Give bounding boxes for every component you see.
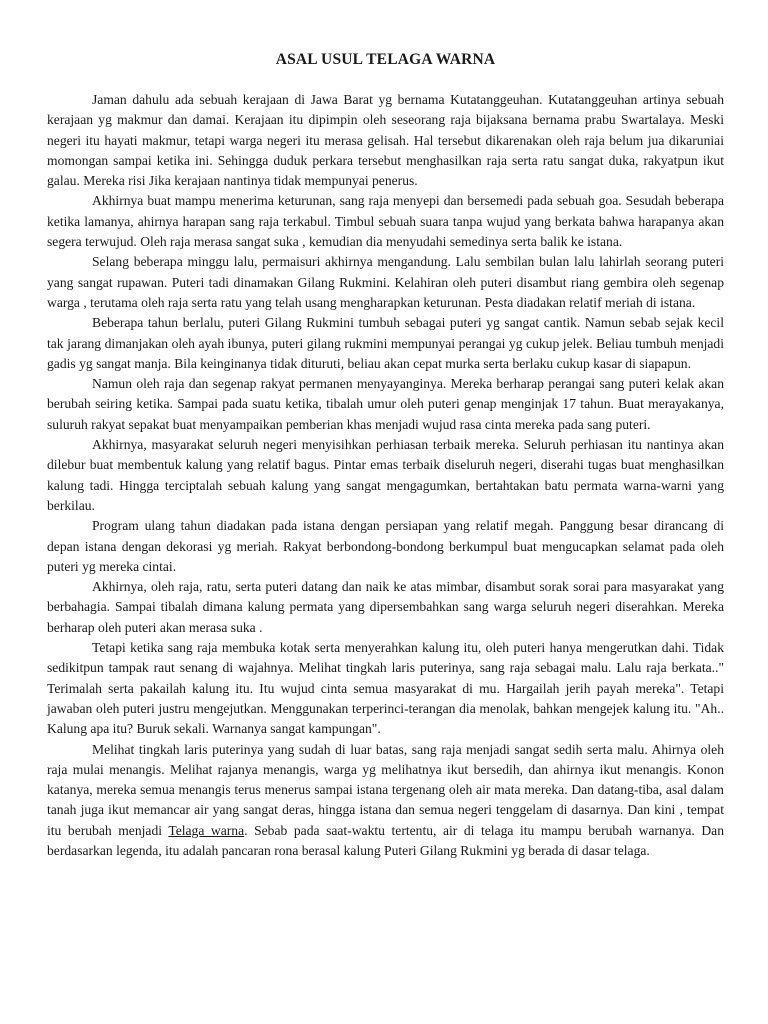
paragraph-6: Akhirnya, masyarakat seluruh negeri menyisihkan perhiasan terbaik mereka. Seluruh perhiasan itu nantinya akan dilebur buat membentuk kalung yang relatif bagus. Pintar emas terbaik diseluruh negeri, diserahi tugas buat menghasilkan kalung tadi. Hingga terciptalah sebuah kalung yang sangat mengagumkan, bertahtakan batu permata warna-warni yang berkilau. bbox=[47, 437, 724, 513]
paragraph-7: Program ulang tahun diadakan pada istana dengan persiapan yang relatif megah. Panggung besar dirancang di depan istana dengan dekorasi yg meriah. Rakyat berbondong-bondong berkumpul buat mengucapkan selamat pada oleh puteri yg mereka cintai. bbox=[47, 518, 724, 574]
paragraph-10 bbox=[47, 740, 724, 862]
telaga-warna-link[interactable]: Telaga warna bbox=[168, 822, 245, 838]
paragraph-5: Namun oleh raja dan segenap rakyat permanen menyayanginya. Mereka berharap perangai sang puteri kelak akan berubah seiring ketika. Sampai pada suatu ketika, tibalah umur oleh puteri genap menginjak 17 tahun. Buat merayakanya, suluruh rakyat sepakat buat menyampaikan pemberian khas menjadi wujud rasa cinta mereka pada sang puteri. bbox=[47, 376, 724, 432]
paragraph-4: Beberapa tahun berlalu, puteri Gilang Rukmini tumbuh sebagai puteri yg sangat cantik. Namun sebab sejak kecil tak jarang dimanjakan oleh ayah ibunya, puteri gilang rukmini mempunyai perangai yg cukup jelek. Beliau tumbuh menjadi gadis yg sangat manja. Bila keinginanya tidak dituruti, beliau akan cepat murka serta berlaku cukup kasar di siapapun. bbox=[47, 315, 724, 371]
paragraph-2: Akhirnya buat mampu menerima keturunan, sang raja menyepi dan bersemedi pada sebuah goa. Sesudah beberapa ketika lamanya, ahirnya harapan sang raja terkabul. Timbul sebuah suara tanpa wujud yang berkata bahwa harapanya akan segera terwujud. Oleh raja merasa sangat suka , kemudian dia menyudahi semedinya serta balik ke istana. bbox=[47, 193, 724, 250]
paragraph-9: Tetapi ketika sang raja membuka kotak serta menyerahkan kalung itu, oleh puteri hanya mengerutkan dahi. Tidak sedikitpun tampak raut senang di wajahnya. Melihat tingkah laris puterinya, sang raja sebagai malu. Lalu raja berkata.." Terimalah serta pakailah kalung itu. Itu wujud cinta semua masyarakat di mu. Hargailah jerih payah mereka". Tetapi jawaban oleh puteri justru mengejutkan. Menggunakan terperinci-terangan dia menolak, bahkan mengejek kalung itu. "Ah.. Kalung apa itu? Buruk sekali. Warnanya sangat kampungan". bbox=[47, 640, 724, 737]
paragraph-8: Akhirnya, oleh raja, ratu, serta puteri datang dan naik ke atas mimbar, disambut sorak sorai para masyarakat yang berbahagia. Sampai tibalah dimana kalung permata yang dipersembahkan sang warga seluruh negeri diserahkan. Mereka berharap oleh puteri akan merasa suka . bbox=[47, 579, 724, 635]
paragraph-3: Selang beberapa minggu lalu, permaisuri akhirnya mengandung. Lalu sembilan bulan lalu lahirlah seorang puteri yang sangat rupawan. Puteri tadi dinamakan Gilang Rukmini. Kelahiran oleh puteri disambut riang gembira oleh segenap warga , terutama oleh raja serta ratu yang telah usang mengharapkan keturunan. Pesta diadakan relatif meriah di istana. bbox=[47, 254, 724, 310]
paragraph-10-text-start: Melihat tingkah laris puterinya yang sudah di luar batas, sang raja menjadi sangat sedih serta malu. Ahirnya oleh raja mulai menangis. Melihat rajanya menangis, warga yg melihatnya ikut bersedih, dan ahirnya ikut menangis. Konon katanya, mereka semua menangis terus menerus sampai istana tergenang oleh air mata mereka. Dan datang-tiba, asal dalam tanah juga ikut memancar air yang sangat deras, hingga istana dan semua negeri tenggelam di dasarnya. Dan kini , tempat itu berubah menjadi bbox=[47, 741, 724, 838]
paragraph-1: Jaman dahulu ada sebuah kerajaan di Jawa Barat yg bernama Kutatanggeuhan. Kutatanggeuhan artinya sebuah kerajaan yg makmur dan damai. Kerajaan itu dipimpin oleh seseorang raja bijaksana bernama prabu Swartalaya. Meski negeri itu hayati makmur, tetapi warga negeri itu merasa gelisah. Hal tersebut dikarenakan oleh raja belum jua dikaruniai momongan sampai ketika ini. Sehingga duduk perkara tersebut menghasilkan raja serta ratu sangat duka, rakyatpun ikut galau. Mereka risi Jika kerajaan nantinya tidak mempunyai penerus. bbox=[47, 92, 724, 189]
document-title: ASAL USUL TELAGA WARNA bbox=[275, 51, 496, 68]
paragraph-10-text-end: . Sebab pada saat-waktu tertentu, air di telaga itu mampu berubah warnanya. Dan berdasarkan legenda, itu adalah pancaran rona berasal kalung Puteri Gilang Rukmini yg berada di dasar telaga. bbox=[47, 822, 725, 858]
